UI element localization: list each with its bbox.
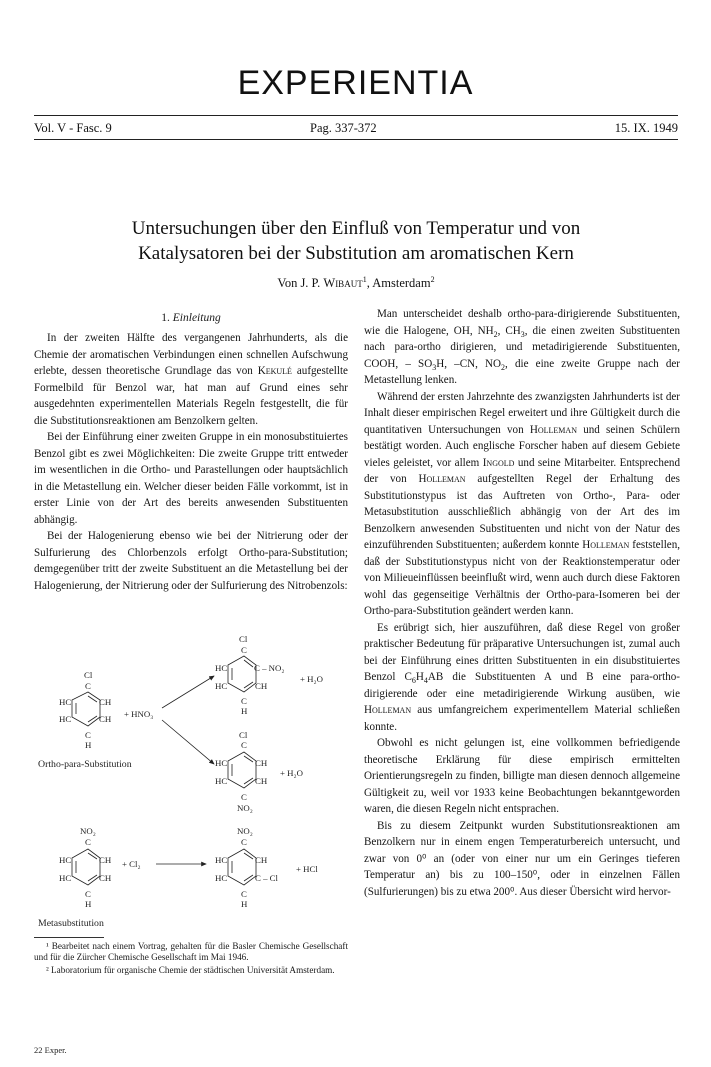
atom-c: C [85,730,91,740]
double-bonds [76,853,97,881]
atom-c: C [241,740,247,750]
name-holleman: Holleman [364,704,412,716]
name-holleman: Holleman [529,423,577,436]
double-bonds [76,696,97,722]
atom-hc: HC [215,663,228,673]
footnote-1: ¹ Bearbeitet nach einem Vortrag, gehalten für die Basler Chemische Gesellschaft und für die Zürcher Chemische Gesellschaft im Mai 1946. [34,941,348,963]
reaction-scheme-svg [34,634,348,934]
atom-c: C [85,837,91,847]
product-hcl: + HCl [296,864,318,874]
atom-hc: HC [215,776,228,786]
paragraph: Obwohl es nicht gelungen ist, eine vollkommen befriedigende theoretische Erklärung für diese empirisch ermittelten Orientierungsregeln zu finden, billigte man diesen dennoch allgemeine Gültigkeit zu, weil vor 1933 keine Beobachtungen bekanntgeworden waren, die diesen Regeln nicht entsprachen. [364,737,680,815]
atom-ch: CH [255,681,268,691]
subscript: 6 [411,676,416,686]
author-footnote-mark: 1 [362,274,367,284]
footnote-2: ² Laboratorium für organische Chemie der städtischen Universität Amsterdam. [46,964,335,975]
atom-h: H [241,899,248,909]
ortho-product-structure [215,730,268,813]
text: aufgestellte Formelbild für Benzol war, hat man auf Grund eines sehr ausgedehnten experimentellen Materials Regeln festgestellt, die für die Substitutionsreaktionen am Benzolkern gelten. [34,365,348,427]
double-bonds [232,853,253,881]
atom-c: C [241,696,247,706]
label-meta: Metasubstitution [38,918,104,929]
nitrobenzene-structure [59,826,112,909]
text: H, –CN, NO [436,357,502,370]
product-h2o: + H₂O [280,768,303,778]
atom-hc: HC [59,855,72,865]
text: AB die Substituenten A und B eine para-ortho-dirigierende oder eine metadirigierende Wirkung ausüben, wie [364,671,680,700]
paragraph: Bei der Halogenierung ebenso wie bei der Nitrierung oder der Sulfurierung des Chlorbenzols erfolgt Ortho-para-Substitution; demgegenüber tritt der zweite Substituent an die Metastellung bei der Halogenierung, der Nitrierung oder der Sulfurierung des Nitrobenzols: [34,530,348,592]
atom-cl: Cl [239,730,248,740]
right-column-text [364,306,680,900]
reagent-cl2: + Cl₂ [122,859,141,869]
text: und seinen Schülern bestätigt worden. Auch englische Forscher haben auf diesem Gebiete vieles geleistet, vor allem [364,423,680,469]
section-number: 1. [161,312,170,324]
name-holleman: Holleman [418,473,466,485]
footnotes [34,941,348,977]
page-signature: 22 Exper. [34,1045,67,1055]
paragraph [34,330,348,429]
subscript: 3 [520,329,525,339]
article-title [34,216,678,266]
name-ingold: Ingold [482,456,515,469]
subscript: 2 [501,362,506,372]
para-product-structure [215,634,284,716]
text: und seine Mitarbeiter. Entsprechend der von [364,456,680,485]
atom-ch: CH [99,714,112,724]
left-column-text [34,330,348,594]
author-name: Wibaut [323,276,363,290]
atom-c: C [85,681,91,691]
atom-hc: HC [215,855,228,865]
atom-c: C [241,792,247,802]
title-line-2: Katalysatoren bei der Substitution am aromatischen Kern [138,243,574,264]
text: In der zweiten Hälfte des vergangenen Jahrhunderts, als die Chemie der aromatischen Verbindungen einen schnellen Aufschwung erlebte, dessen theoretische Grundlage das von [34,332,348,377]
meta-product-structure [215,826,279,909]
text: feststellen, daß der Substitutionstypus nicht von der Reaktionstemperatur oder von Milieueinflüssen beeinflußt wird, wenn auch durch diese Faktoren wohl das gegenseitige Verhältnis der Ortho-para-Isomeren bei der Ortho-para-Substitution geändert werden kann. [364,539,681,617]
atom-no2: NO₂ [237,826,253,836]
issue-date: 15. IX. 1949 [614,121,678,135]
atom-cl: Cl [239,634,248,644]
atom-hc: HC [59,697,72,707]
atom-hc: HC [215,681,228,691]
double-bonds [232,660,253,688]
text: aus umfangreichem experimentellem Material schließen konnte. [364,704,680,733]
volume-info: Vol. V - Fasc. 9 [34,121,112,135]
atom-c: C [241,837,247,847]
atom-ch: CH [255,758,268,768]
reaction-arrow [162,720,214,764]
place-footnote-mark: 2 [430,274,435,284]
group-c-no2: C – NO₂ [254,663,285,673]
atom-c: C [241,645,247,655]
reaction-diagram [34,634,348,934]
paragraph [364,620,680,736]
subscript: 4 [423,676,428,686]
atom-ch: CH [99,697,112,707]
page-range: Pag. 337-372 [310,121,377,135]
header-rule-bottom [34,139,678,140]
label-ortho-para: Ortho-para-Substitution [38,759,132,770]
atom-ch: CH [99,873,112,883]
atom-ch: CH [255,855,268,865]
paragraph [364,389,680,620]
atom-h: H [241,706,248,716]
atom-c: C [85,889,91,899]
subscript: 2 [493,329,498,339]
name-holleman: Holleman [582,539,630,551]
paragraph: Bis zu diesem Zeitpunkt wurden Substitutionsreaktionen am Benzolkern nur in einem engen Temperaturbereich untersucht, und zwar von 0⁰ an (oder von einer nur um ein Geringes tieferen Temperatur an) bis zu 100–150⁰, oder in einzelnen Fällen (Sulfurierungen) bis zu etwa 200⁰. Aus dieser Übersicht wird hervor- [364,819,680,898]
product-h2o: + H₂O [300,674,323,684]
atom-hc: HC [215,873,228,883]
atom-no2: NO₂ [80,826,96,836]
reagent-hno3: + HNO₃ [124,709,154,719]
text: , die einen zweiten Substituenten nach para-ortho dirigieren, und metadirigierende Substituenten, COOH, – SO [364,324,680,370]
name-kekule: Kekulé [257,365,292,377]
footnote-rule [34,937,104,938]
paragraph: Bei der Einführung einer zweiten Gruppe in ein monosubstituiertes Benzol gibt es zwei Möglichkeiten: Die zweite Gruppe tritt entweder im wesentlichen in die Ortho- und Parastellungen oder hauptsächlich in die Metastellung ein. Welcher dieser beiden Fälle vorkommt, ist in erster Linie von der Art des bereits anwesenden Substituenten abhängig. [34,431,348,526]
title-line-1: Untersuchungen über den Einfluß von Temperatur und von [131,218,581,239]
atom-hc: HC [59,873,72,883]
double-bonds [232,756,253,784]
atom-c: C [241,889,247,899]
chlorobenzene-structure [59,670,112,750]
header-rule-top [34,115,678,116]
byline-place: , Amsterdam [366,276,431,290]
atom-h: H [85,740,92,750]
text: H [415,671,424,683]
atom-hc: HC [59,714,72,724]
atom-ch: CH [255,776,268,786]
byline-prefix: Von J. P. [277,276,321,290]
text: Man unterscheidet deshalb ortho-para-dirigierende Substituenten, wie die Halogene, OH, NH [364,308,680,337]
journal-title: EXPERIENTIA [237,64,474,102]
paragraph [364,306,680,389]
text: Es erübrigt sich, hier auszuführen, daß diese Regel von großer praktischer Bedeutung für präparative Untersuchungen ist, zumal auch bei der Einführung eines dritten Substituenten in ein disubstituiertes Benzol C [364,621,680,683]
section-heading [34,312,348,324]
subscript: 3 [432,362,437,372]
group-c-cl: C – Cl [255,873,278,883]
section-title: Einleitung [172,312,221,324]
atom-h: H [85,899,92,909]
text: aufgestellten Regel der Erhaltung des Substitutionstypus ist das Auftreten von Ortho-, Para- oder Metasubstitution ausschließlich abhängig von der Art des im Benzolkern anwesenden Substituenten und nicht von der Natur des einzuführenden Substituenten; außerdem konnte [364,473,680,551]
text: , die eine zweite Gruppe nach der Metastellung lenken. [364,357,681,386]
text: Während der ersten Jahrzehnte des zwanzigsten Jahrhunderts ist der Inhalt dieser empirischen Regel erweitert und ihre Gültigkeit durch die quantitativen Untersuchungen von [364,390,680,436]
byline [34,276,678,291]
atom-no2: NO₂ [237,803,253,813]
atom-cl: Cl [84,670,93,680]
atom-hc: HC [215,758,228,768]
text: , CH [497,324,521,337]
atom-ch: CH [99,855,112,865]
reaction-arrow [162,676,214,708]
